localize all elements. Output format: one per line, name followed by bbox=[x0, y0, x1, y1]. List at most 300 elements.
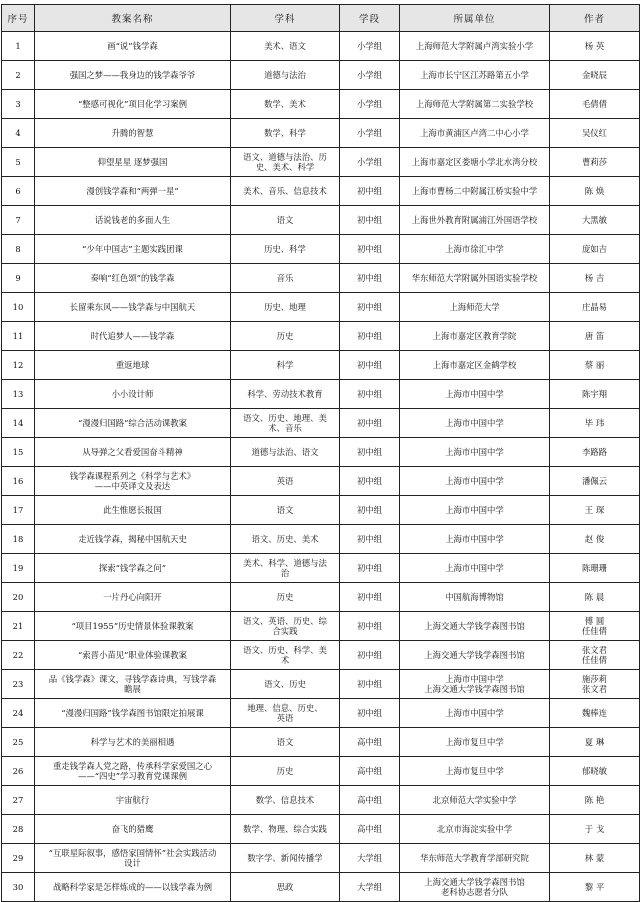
cell-stage: 初中组 bbox=[340, 467, 400, 496]
cell-no: 3 bbox=[2, 90, 35, 119]
cell-title-line: 从导弹之父看爱国奋斗精神 bbox=[82, 447, 183, 457]
cell-author bbox=[550, 380, 640, 409]
cell-subject bbox=[231, 786, 340, 815]
cell-no: 24 bbox=[2, 699, 35, 728]
cell-unit bbox=[400, 438, 550, 467]
cell-no: 5 bbox=[2, 148, 35, 177]
cell-author-line: 张文君 bbox=[581, 645, 608, 655]
cell-stage: 初中组 bbox=[340, 554, 400, 583]
cell-stage: 初中组 bbox=[340, 612, 400, 641]
cell-unit-line: 华东师范大学附属外国语实验学校 bbox=[411, 273, 538, 283]
cell-subject bbox=[231, 322, 340, 351]
cell-no: 19 bbox=[2, 554, 35, 583]
table-row bbox=[2, 467, 640, 496]
cell-author-line: 郁晓敏 bbox=[581, 766, 608, 776]
cell-author-line: 任佳倩 bbox=[581, 626, 608, 636]
cell-unit-line: 北京市海淀实验中学 bbox=[436, 824, 513, 834]
cell-title-line: 一片丹心向阳开 bbox=[103, 592, 162, 602]
cell-subject-line: 语文 bbox=[276, 215, 294, 225]
lesson-plan-table bbox=[1, 4, 640, 902]
cell-subject bbox=[231, 496, 340, 525]
cell-author-line: 林 蒙 bbox=[584, 853, 605, 863]
cell-subject bbox=[231, 815, 340, 844]
table-row bbox=[2, 264, 640, 293]
cell-no: 28 bbox=[2, 815, 35, 844]
cell-title bbox=[35, 148, 231, 177]
cell-subject-line: 英语 bbox=[276, 713, 294, 723]
cell-subject bbox=[231, 612, 340, 641]
cell-author bbox=[550, 670, 640, 699]
cell-author-line: 于 戈 bbox=[584, 824, 605, 834]
cell-title-line: 此生惟愿长报国 bbox=[103, 505, 162, 515]
cell-title-line: 仰望星星 逐梦强国 bbox=[97, 157, 168, 167]
cell-subject-line: 道德与法治、语文 bbox=[251, 447, 319, 457]
cell-no: 29 bbox=[2, 844, 35, 873]
cell-unit bbox=[400, 757, 550, 786]
cell-unit-line: 上海师范大学附属第二实验学校 bbox=[415, 99, 534, 109]
cell-subject bbox=[231, 554, 340, 583]
cell-title-line: 重走钱学森人党之路，传承科学家爱国之心 bbox=[52, 761, 213, 771]
cell-stage: 小学组 bbox=[340, 148, 400, 177]
cell-unit bbox=[400, 61, 550, 90]
cell-author-line: 夏 琳 bbox=[584, 737, 605, 747]
cell-unit bbox=[400, 612, 550, 641]
cell-unit-line: 上海市黄浦区卢湾二中心小学 bbox=[420, 128, 529, 138]
table-row bbox=[2, 32, 640, 61]
cell-unit-line: 上海市中国中学 bbox=[445, 505, 504, 515]
header-subject: 学科 bbox=[231, 5, 340, 32]
cell-author-line: 陈 晨 bbox=[584, 592, 605, 602]
cell-title-line: 小小设计师 bbox=[111, 389, 154, 399]
cell-stage: 大学组 bbox=[340, 844, 400, 873]
cell-unit-line: 上海市中国中学 bbox=[445, 476, 504, 486]
cell-title-line: 钱学森课程系列之《科学与艺术》 bbox=[69, 471, 196, 481]
cell-no: 10 bbox=[2, 293, 35, 322]
cell-stage: 大学组 bbox=[340, 873, 400, 902]
cell-author bbox=[550, 438, 640, 467]
cell-author-line: 唐 笛 bbox=[584, 331, 605, 341]
cell-title bbox=[35, 322, 231, 351]
cell-title bbox=[35, 90, 231, 119]
cell-subject-line: 语文 bbox=[276, 737, 294, 747]
table-row bbox=[2, 525, 640, 554]
cell-unit-line: 上海市复旦中学 bbox=[445, 737, 504, 747]
header-stage: 学段 bbox=[340, 5, 400, 32]
cell-author bbox=[550, 90, 640, 119]
cell-subject-line: 语文、历史、美术 bbox=[251, 534, 319, 544]
cell-title bbox=[35, 206, 231, 235]
cell-unit-line: 上海市中国中学 bbox=[445, 563, 504, 573]
cell-no: 9 bbox=[2, 264, 35, 293]
cell-author-line: 杨 吉 bbox=[584, 273, 605, 283]
table-row bbox=[2, 409, 640, 438]
cell-unit bbox=[400, 641, 550, 670]
cell-author bbox=[550, 815, 640, 844]
cell-title-line: 奏响“红色颂”的钱学森 bbox=[90, 273, 175, 283]
cell-no: 16 bbox=[2, 467, 35, 496]
cell-title-line: “项目1955”历史情景体验课教案 bbox=[71, 621, 194, 631]
cell-title-line: 品《钱学森》课文，寻钱学森诗典，写钱学森 bbox=[48, 674, 217, 684]
cell-subject bbox=[231, 206, 340, 235]
cell-author bbox=[550, 525, 640, 554]
cell-subject-line: 历史 bbox=[276, 766, 294, 776]
table-row bbox=[2, 583, 640, 612]
cell-author-line: 陈 艳 bbox=[584, 795, 605, 805]
cell-title bbox=[35, 525, 231, 554]
cell-unit-line: 上海交通大学钱学森图书馆 bbox=[424, 877, 525, 887]
cell-unit bbox=[400, 264, 550, 293]
cell-title-line: 设计 bbox=[124, 858, 141, 868]
cell-stage: 初中组 bbox=[340, 264, 400, 293]
cell-subject bbox=[231, 844, 340, 873]
cell-title bbox=[35, 728, 231, 757]
cell-author-line: 大黑敏 bbox=[581, 215, 608, 225]
cell-unit-line: 上海市中国中学 bbox=[445, 674, 504, 684]
cell-subject bbox=[231, 409, 340, 438]
cell-title bbox=[35, 873, 231, 902]
cell-author-line: 陈 焕 bbox=[584, 186, 605, 196]
cell-author bbox=[550, 583, 640, 612]
cell-author-line: 魏棒连 bbox=[581, 708, 608, 718]
cell-subject-line: 美术、语文 bbox=[264, 41, 306, 51]
cell-unit-line: 上海市嘉定区娄塘小学北水湾分校 bbox=[411, 157, 538, 167]
cell-title-line: 战略科学家是怎样炼成的——以钱学森为例 bbox=[52, 882, 213, 892]
cell-author-line: 曹莉莎 bbox=[581, 157, 608, 167]
cell-subject bbox=[231, 32, 340, 61]
cell-subject-line: 历史 bbox=[276, 331, 294, 341]
cell-unit-line: 上海交通大学钱学森图书馆 bbox=[424, 621, 525, 631]
cell-stage: 高中组 bbox=[340, 757, 400, 786]
cell-stage: 初中组 bbox=[340, 177, 400, 206]
table-body bbox=[2, 32, 640, 902]
cell-title-line: ——“四史”学习教育党课课例 bbox=[77, 771, 188, 781]
table-row bbox=[2, 641, 640, 670]
cell-no: 17 bbox=[2, 496, 35, 525]
cell-subject-line: 语文、道德与法治、历 bbox=[243, 152, 327, 162]
cell-author-line: 蔡 丽 bbox=[584, 360, 605, 370]
cell-title-line: 科学与艺术的美丽相遇 bbox=[90, 737, 175, 747]
cell-no: 1 bbox=[2, 32, 35, 61]
cell-title bbox=[35, 699, 231, 728]
cell-subject bbox=[231, 235, 340, 264]
cell-author bbox=[550, 873, 640, 902]
cell-unit-line: 上海市中国中学 bbox=[445, 418, 504, 428]
table-row bbox=[2, 670, 640, 699]
table-row bbox=[2, 351, 640, 380]
cell-author bbox=[550, 32, 640, 61]
cell-author bbox=[550, 322, 640, 351]
cell-no: 2 bbox=[2, 61, 35, 90]
cell-title bbox=[35, 351, 231, 380]
cell-title-line: 奋飞的猎鹰 bbox=[111, 824, 154, 834]
cell-author bbox=[550, 409, 640, 438]
cell-subject bbox=[231, 641, 340, 670]
cell-title bbox=[35, 670, 231, 699]
cell-title-line: 探索“钱学森之问” bbox=[98, 563, 167, 573]
cell-title bbox=[35, 641, 231, 670]
cell-title-line: “互联星际叙事，感悟家国情怀”社会实践活动 bbox=[48, 848, 217, 858]
cell-stage: 初中组 bbox=[340, 206, 400, 235]
cell-title-line: ——中英译文及表达 bbox=[94, 481, 171, 491]
cell-title bbox=[35, 438, 231, 467]
cell-subject bbox=[231, 583, 340, 612]
cell-author bbox=[550, 844, 640, 873]
cell-unit-line: 上海师范大学 bbox=[449, 302, 500, 312]
cell-title bbox=[35, 496, 231, 525]
cell-no: 13 bbox=[2, 380, 35, 409]
cell-title bbox=[35, 844, 231, 873]
cell-subject-line: 术、音乐 bbox=[268, 423, 302, 433]
table-row bbox=[2, 90, 640, 119]
cell-unit-line: 上海世外教育附属浦江外国语学校 bbox=[411, 215, 538, 225]
cell-unit bbox=[400, 844, 550, 873]
cell-author bbox=[550, 351, 640, 380]
cell-stage: 高中组 bbox=[340, 815, 400, 844]
table-row bbox=[2, 380, 640, 409]
cell-title-line: 长留乘东风——钱学森与中国航天 bbox=[69, 302, 196, 312]
cell-subject bbox=[231, 351, 340, 380]
cell-unit-line: 上海交通大学钱学森图书馆 bbox=[424, 684, 525, 694]
cell-title bbox=[35, 119, 231, 148]
table-row bbox=[2, 177, 640, 206]
cell-subject-line: 道德与法治 bbox=[264, 70, 306, 80]
cell-author-line: 庄晶易 bbox=[581, 302, 608, 312]
table-row bbox=[2, 206, 640, 235]
header-author: 作者 bbox=[550, 5, 640, 32]
cell-subject bbox=[231, 757, 340, 786]
cell-title bbox=[35, 554, 231, 583]
table-row bbox=[2, 438, 640, 467]
table-row bbox=[2, 293, 640, 322]
cell-no: 4 bbox=[2, 119, 35, 148]
table-row bbox=[2, 815, 640, 844]
cell-subject bbox=[231, 438, 340, 467]
cell-no: 25 bbox=[2, 728, 35, 757]
cell-stage: 初中组 bbox=[340, 496, 400, 525]
cell-subject-line: 历史、科学 bbox=[264, 244, 306, 254]
cell-subject-line: 语文、历史、地理、美 bbox=[243, 413, 327, 423]
cell-unit bbox=[400, 525, 550, 554]
cell-unit-line: 上海市长宁区江苏路第五小学 bbox=[420, 70, 529, 80]
table-row bbox=[2, 148, 640, 177]
cell-no: 23 bbox=[2, 670, 35, 699]
cell-author bbox=[550, 641, 640, 670]
cell-title bbox=[35, 467, 231, 496]
cell-unit bbox=[400, 815, 550, 844]
table-row bbox=[2, 322, 640, 351]
cell-subject bbox=[231, 728, 340, 757]
cell-title bbox=[35, 409, 231, 438]
cell-no: 14 bbox=[2, 409, 35, 438]
cell-unit-line: 上海市中国中学 bbox=[445, 708, 504, 718]
cell-subject-line: 语文、历史 bbox=[264, 679, 306, 689]
cell-title bbox=[35, 815, 231, 844]
cell-unit-line: 上海市中国中学 bbox=[445, 534, 504, 544]
cell-subject-line: 语文 bbox=[276, 505, 294, 515]
cell-subject-line: 史、美术、科学 bbox=[255, 162, 315, 172]
cell-unit bbox=[400, 873, 550, 902]
table-row bbox=[2, 61, 640, 90]
cell-title bbox=[35, 583, 231, 612]
cell-unit-line: 北京师范大学实验中学 bbox=[432, 795, 517, 805]
cell-author bbox=[550, 293, 640, 322]
cell-subject-line: 合实践 bbox=[272, 626, 298, 636]
cell-unit-line: 老科协志愿者分队 bbox=[441, 887, 508, 897]
cell-unit bbox=[400, 119, 550, 148]
cell-title-line: “漫漫归国路”钱学森图书馆限定拍展课 bbox=[61, 708, 204, 718]
cell-title bbox=[35, 786, 231, 815]
cell-author bbox=[550, 61, 640, 90]
cell-unit bbox=[400, 380, 550, 409]
cell-subject-line: 数学、科学 bbox=[264, 128, 306, 138]
cell-unit bbox=[400, 177, 550, 206]
cell-title bbox=[35, 264, 231, 293]
cell-unit bbox=[400, 467, 550, 496]
cell-author bbox=[550, 496, 640, 525]
cell-author-line: 任佳倩 bbox=[581, 655, 608, 665]
cell-author-line: 赵 俊 bbox=[584, 534, 605, 544]
cell-subject bbox=[231, 380, 340, 409]
cell-unit bbox=[400, 322, 550, 351]
cell-title-line: 强国之梦——我身边的钱学森爷爷 bbox=[69, 70, 196, 80]
cell-subject-line: 数学、物理、综合实践 bbox=[243, 824, 327, 834]
cell-subject bbox=[231, 293, 340, 322]
cell-no: 6 bbox=[2, 177, 35, 206]
cell-unit bbox=[400, 90, 550, 119]
cell-author-line: 陈珊珊 bbox=[581, 563, 608, 573]
cell-stage: 高中组 bbox=[340, 728, 400, 757]
cell-no: 12 bbox=[2, 351, 35, 380]
cell-subject-line: 数字学、新闻传播学 bbox=[247, 853, 323, 863]
cell-author-line: 潘佩云 bbox=[581, 476, 608, 486]
cell-stage: 小学组 bbox=[340, 119, 400, 148]
cell-no: 8 bbox=[2, 235, 35, 264]
cell-subject bbox=[231, 61, 340, 90]
cell-author bbox=[550, 757, 640, 786]
cell-stage: 初中组 bbox=[340, 583, 400, 612]
cell-stage: 初中组 bbox=[340, 699, 400, 728]
cell-subject bbox=[231, 467, 340, 496]
cell-title-line: 走近钱学森，揭秘中国航天史 bbox=[78, 534, 187, 544]
table-row bbox=[2, 757, 640, 786]
cell-no: 7 bbox=[2, 206, 35, 235]
cell-stage: 初中组 bbox=[340, 351, 400, 380]
cell-subject bbox=[231, 670, 340, 699]
cell-title bbox=[35, 380, 231, 409]
cell-author-line: 毛倩倩 bbox=[581, 99, 608, 109]
cell-author-line: 庞如吉 bbox=[581, 244, 608, 254]
header-no: 序号 bbox=[2, 5, 35, 32]
table-row bbox=[2, 554, 640, 583]
cell-unit bbox=[400, 293, 550, 322]
cell-title bbox=[35, 32, 231, 61]
cell-unit-line: 上海市曹杨二中附属江桥实验中学 bbox=[411, 186, 538, 196]
cell-stage: 初中组 bbox=[340, 380, 400, 409]
table-row bbox=[2, 728, 640, 757]
cell-stage: 初中组 bbox=[340, 235, 400, 264]
cell-title bbox=[35, 612, 231, 641]
cell-title-line: 画“说”钱学森 bbox=[107, 41, 158, 51]
cell-no: 15 bbox=[2, 438, 35, 467]
cell-title bbox=[35, 235, 231, 264]
cell-author-line: 张文君 bbox=[581, 684, 608, 694]
cell-subject-line: 数学、信息技术 bbox=[255, 795, 315, 805]
cell-title-line: 话说钱老的多面人生 bbox=[94, 215, 171, 225]
cell-title bbox=[35, 177, 231, 206]
cell-subject bbox=[231, 119, 340, 148]
table-row bbox=[2, 699, 640, 728]
cell-title-line: “索晋小苗见”职业体验课教案 bbox=[77, 650, 188, 660]
cell-title-line: 宇宙航行 bbox=[115, 795, 150, 805]
cell-title-line: 升腾的智慧 bbox=[111, 128, 154, 138]
cell-unit-line: 中国航海博物馆 bbox=[445, 592, 504, 602]
cell-subject bbox=[231, 873, 340, 902]
cell-unit bbox=[400, 728, 550, 757]
cell-unit-line: 上海市中国中学 bbox=[445, 447, 504, 457]
cell-no: 27 bbox=[2, 786, 35, 815]
cell-author-line: 王 琛 bbox=[584, 505, 605, 515]
table-row bbox=[2, 496, 640, 525]
cell-author-line: 黎 平 bbox=[584, 882, 605, 892]
cell-title-line: “少年中国志”主题实践团课 bbox=[82, 244, 183, 254]
cell-author bbox=[550, 554, 640, 583]
cell-author bbox=[550, 148, 640, 177]
cell-unit bbox=[400, 235, 550, 264]
cell-unit-line: 上海市复旦中学 bbox=[445, 766, 504, 776]
cell-stage: 初中组 bbox=[340, 293, 400, 322]
cell-no: 21 bbox=[2, 612, 35, 641]
cell-title bbox=[35, 61, 231, 90]
cell-subject-line: 科学、劳动技术教育 bbox=[247, 389, 323, 399]
cell-stage: 小学组 bbox=[340, 61, 400, 90]
cell-unit bbox=[400, 32, 550, 61]
cell-author bbox=[550, 728, 640, 757]
cell-subject-line: 音乐 bbox=[276, 273, 294, 283]
cell-no: 30 bbox=[2, 873, 35, 902]
cell-author bbox=[550, 467, 640, 496]
cell-stage: 初中组 bbox=[340, 322, 400, 351]
cell-author-line: 李路路 bbox=[581, 447, 608, 457]
cell-subject-line: 美术、音乐、信息技术 bbox=[243, 186, 327, 196]
cell-subject bbox=[231, 264, 340, 293]
cell-title-line: “漫漫归国路”综合活动课教案 bbox=[77, 418, 188, 428]
cell-stage: 小学组 bbox=[340, 90, 400, 119]
cell-unit bbox=[400, 670, 550, 699]
cell-no: 26 bbox=[2, 757, 35, 786]
cell-unit-line: 上海市嘉定区教育学院 bbox=[432, 331, 517, 341]
cell-author-line: 毕 玮 bbox=[584, 418, 605, 428]
table-row bbox=[2, 873, 640, 902]
cell-stage: 初中组 bbox=[340, 670, 400, 699]
cell-unit-line: 上海市徐汇中学 bbox=[445, 244, 504, 254]
cell-stage: 初中组 bbox=[340, 409, 400, 438]
cell-subject bbox=[231, 148, 340, 177]
cell-subject-line: 语文、历史、科学、美 bbox=[243, 645, 327, 655]
cell-subject-line: 术 bbox=[280, 655, 290, 665]
cell-author bbox=[550, 264, 640, 293]
cell-stage: 小学组 bbox=[340, 32, 400, 61]
cell-subject-line: 数学、美术 bbox=[264, 99, 306, 109]
cell-subject-line: 历史、地理 bbox=[264, 302, 306, 312]
cell-subject-line: 思政 bbox=[276, 882, 294, 892]
cell-title-line: “整感可视化”项目化学习案例 bbox=[77, 99, 188, 109]
table-row bbox=[2, 844, 640, 873]
cell-unit bbox=[400, 148, 550, 177]
cell-no: 11 bbox=[2, 322, 35, 351]
table-row bbox=[2, 786, 640, 815]
cell-stage: 初中组 bbox=[340, 641, 400, 670]
cell-subject-line: 历史 bbox=[276, 592, 294, 602]
